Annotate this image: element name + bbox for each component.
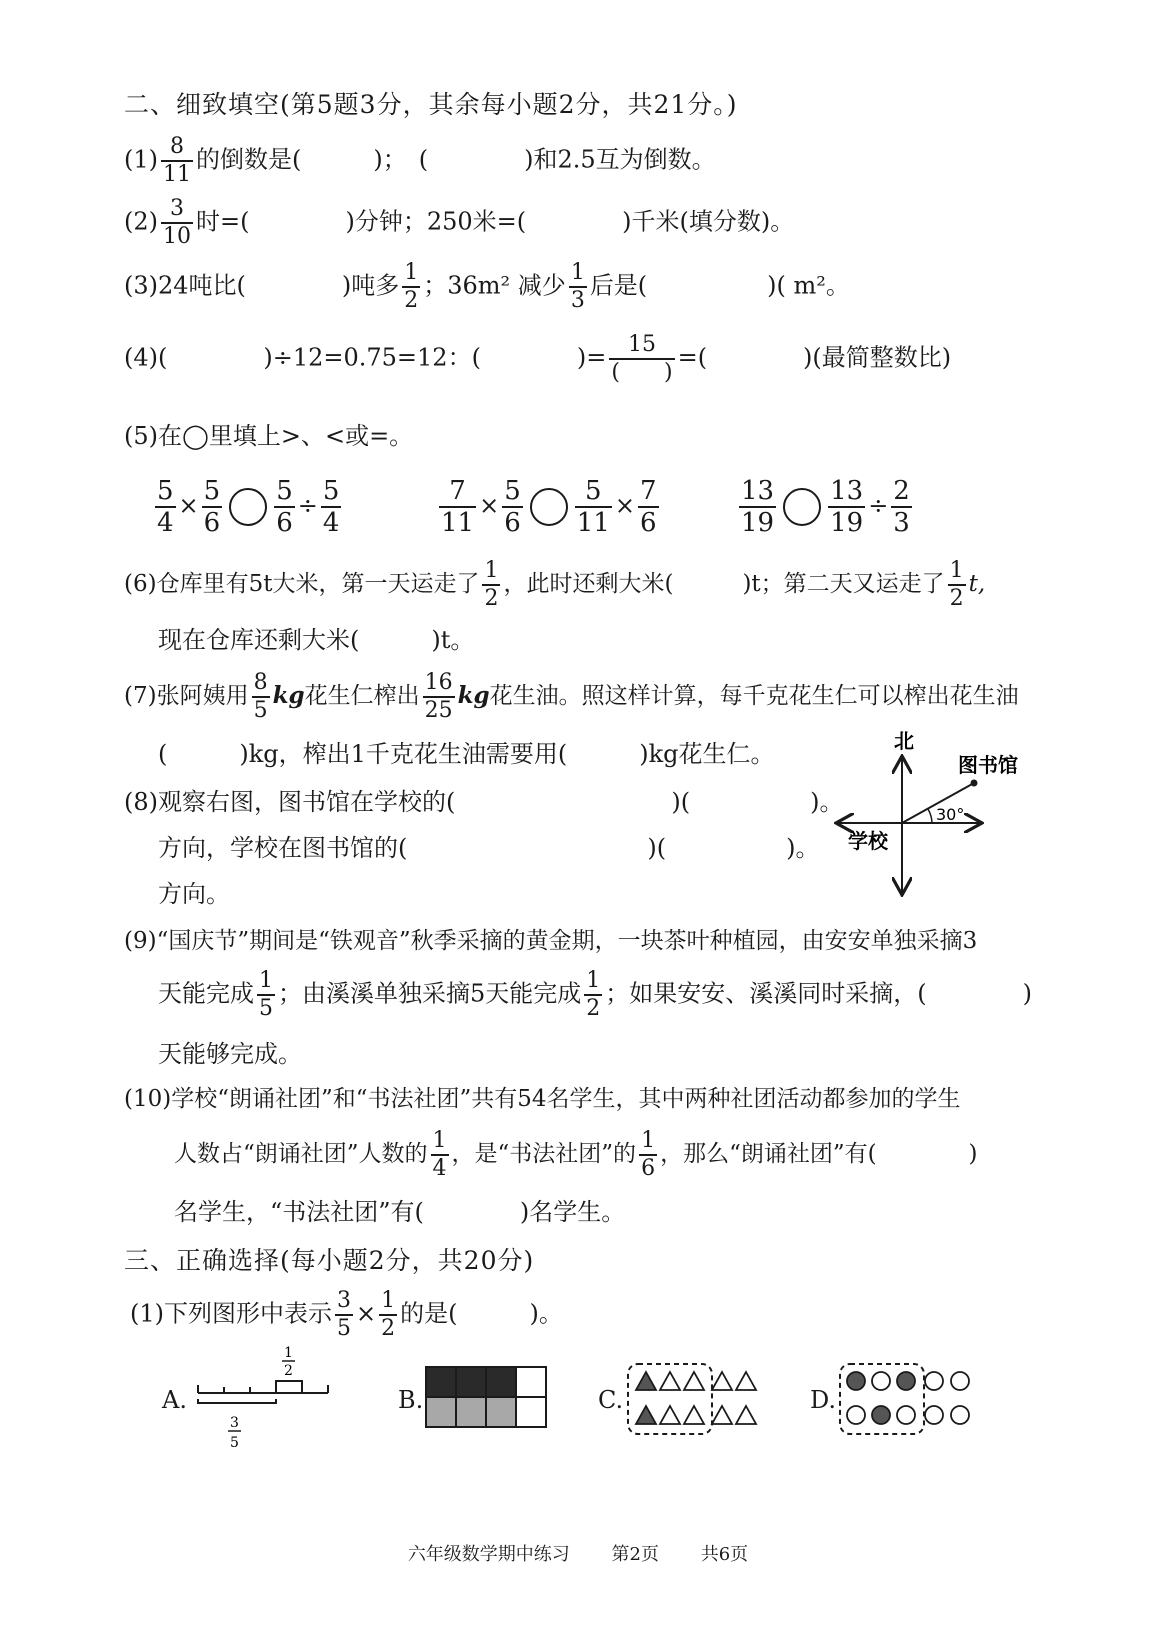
section3-title: 三、正确选择(每小题2分，共20分) xyxy=(124,1246,535,1275)
footer-page: 第2页 xyxy=(611,1544,659,1565)
fraction: $\frac{1}{2}$ xyxy=(404,260,419,313)
question-9-line3: 天能够完成。 xyxy=(158,1040,302,1068)
compass-diagram xyxy=(830,728,1050,898)
svg-text:5: 5 xyxy=(230,1435,239,1451)
option-d-label[interactable]: D. xyxy=(810,1386,837,1414)
library-point xyxy=(971,780,978,787)
footer-title: 六年级数学期中练习 xyxy=(407,1544,570,1565)
north-label: 北 xyxy=(894,729,914,753)
compare-expr-2: $\frac{7}{11}$ × $\frac{5}{6}$ $\frac{5}{11}$ × $\frac{7}{6}$ xyxy=(441,476,657,538)
option-a-label[interactable]: A. xyxy=(162,1386,187,1414)
fraction: $\frac{3}{10}$ xyxy=(163,196,191,249)
svg-text:3: 3 xyxy=(230,1415,239,1431)
angle-label: 30° xyxy=(936,805,965,824)
question-8: (8)观察右图，图书馆在学校的( )( )。 xyxy=(124,788,844,816)
question-9: (9)“国庆节”期间是“铁观音”秋季采摘的黄金期，一块茶叶种植园，由安安单独采摘3 xyxy=(124,928,978,954)
fraction: $\frac{8}{11}$ xyxy=(163,134,191,187)
option-b-figure[interactable] xyxy=(424,1365,549,1429)
question-10-line3: 名学生，“书法社团”有( )名学生。 xyxy=(174,1198,626,1226)
compare-expr-3: $\frac{13}{19}$ $\frac{13}{19}$ ÷ $\frac{2}{3}$ xyxy=(741,476,910,538)
question-2: (2) $\frac{3}{10}$ 时=( )分钟；250米=( )千米(填分数)。 xyxy=(124,196,795,249)
option-b-label[interactable]: B. xyxy=(398,1386,424,1414)
question-3: (3)24吨比( )吨多 $\frac{1}{2}$ ；36m² 减少 $\frac{1}{3}$ 后是( )( m²。 xyxy=(124,260,850,313)
svg-text:1: 1 xyxy=(284,1345,293,1361)
question-7-line2: ( )kg，榨出1千克花生油需要用( )kg花生仁。 xyxy=(158,740,775,768)
question-5: (5)在◯里填上>、<或=。 xyxy=(124,422,414,450)
page-footer xyxy=(0,1540,1156,1566)
compare-circle[interactable] xyxy=(229,488,267,526)
fraction: $\frac{1}{3}$ xyxy=(570,260,585,313)
option-a-figure[interactable] xyxy=(192,1345,342,1455)
question-7: (7)张阿姨用 $\frac{8}{5}$ kg花生仁榨出 $\frac{16}{25}$ kg花生油。照这样计算，每千克花生仁可以榨出花生油 xyxy=(124,670,1019,723)
question-10-line2: 人数占“朗诵社团”人数的 $\frac{1}{4}$ ，是“书法社团”的 $\frac{1}{6}$ ，那么“朗诵社团”有( ) xyxy=(174,1128,978,1181)
s3-question-1: (1)下列图形中表示 $\frac{3}{5}$ × $\frac{1}{2}$ 的是( )。 xyxy=(130,1288,563,1341)
footer-total: 共6页 xyxy=(700,1544,749,1565)
library-label: 图书馆 xyxy=(958,753,1018,777)
school-label: 学校 xyxy=(848,829,888,853)
compare-expr-1: $\frac{5}{4}$ × $\frac{5}{6}$ $\frac{5}{6}$ ÷ $\frac{5}{4}$ xyxy=(157,476,340,538)
fraction: $\frac{15}{( )}$ xyxy=(611,332,673,385)
question-6-line2: 现在仓库还剩大米( )t。 xyxy=(158,626,475,654)
question-8-line2: 方向，学校在图书馆的( )( )。 xyxy=(158,834,820,862)
option-c-figure[interactable] xyxy=(624,1362,764,1436)
question-1: (1) $\frac{8}{11}$ 的倒数是( )； ( )和2.5互为倒数。 xyxy=(124,134,716,187)
option-c-label[interactable]: C. xyxy=(598,1386,624,1414)
compare-circle[interactable] xyxy=(530,488,568,526)
section2-title: 二、细致填空(第5题3分，其余每小题2分，共21分。) xyxy=(124,90,738,119)
question-6: (6)仓库里有5t大米，第一天运走了 $\frac{1}{2}$ ，此时还剩大米( )t；第二天又运走了 $\frac{1}{2}$ t, xyxy=(124,558,986,611)
question-9-line2: 天能完成 $\frac{1}{5}$ ；由溪溪单独采摘5天能完成 $\frac{1}{2}$ ；如果安安、溪溪同时采摘，( ) xyxy=(158,968,1033,1021)
svg-text:2: 2 xyxy=(284,1363,293,1379)
question-4: (4)( )÷12=0.75=12：( )= $\frac{15}{( )}$ =( )(最简整数比) xyxy=(124,332,952,385)
question-8-line3: 方向。 xyxy=(158,880,230,908)
compare-circle[interactable] xyxy=(783,488,821,526)
option-d-figure[interactable] xyxy=(836,1362,976,1436)
question-10: (10)学校“朗诵社团”和“书法社团”共有54名学生，其中两种社团活动都参加的学生 xyxy=(124,1086,961,1112)
